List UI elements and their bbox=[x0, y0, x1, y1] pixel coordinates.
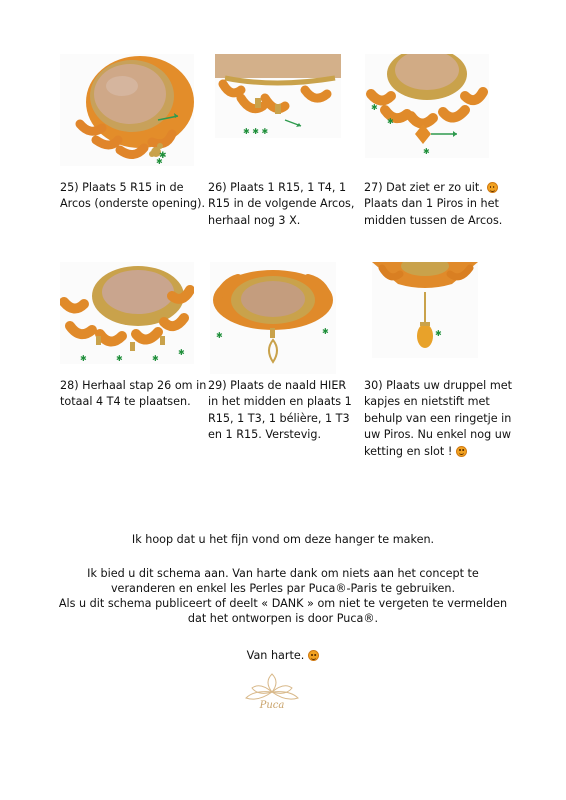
svg-text:✱: ✱ bbox=[156, 157, 163, 166]
step-28-photo bbox=[60, 262, 194, 364]
svg-text:✱: ✱ bbox=[178, 348, 185, 357]
step-29-caption bbox=[208, 378, 358, 444]
closing-line-2: Ik bied u dit schema aan. Van harte dank om niets aan het concept te veranderen en enkel les Perles par Puca®-Paris te gebruiken. bbox=[87, 567, 479, 595]
step-27-caption bbox=[364, 180, 514, 229]
step-27-photo bbox=[365, 54, 489, 158]
smiley-icon bbox=[308, 650, 319, 661]
puca-logo bbox=[244, 670, 300, 712]
step-30-caption bbox=[364, 378, 514, 460]
step-30-photo bbox=[372, 262, 478, 358]
step-27-text-2: Plaats dan 1 Piros in het midden tussen de Arcos. bbox=[364, 197, 503, 227]
step-27-text: 27) Dat ziet er zo uit. bbox=[364, 181, 483, 194]
smiley-icon bbox=[456, 446, 467, 457]
svg-text:✱: ✱ bbox=[216, 331, 223, 340]
step-25-caption bbox=[60, 180, 210, 213]
svg-text:✱: ✱ bbox=[435, 329, 442, 338]
step-26-photo bbox=[215, 54, 341, 138]
svg-text:✱: ✱ bbox=[322, 327, 329, 336]
step-29-photo bbox=[210, 262, 336, 374]
step-28-caption bbox=[60, 378, 210, 411]
step-30-text: 30) Plaats uw druppel met kapjes en nietstift met behulp van een ringetje in uw Piros. Nu enkel nog uw ketting en slot ! bbox=[364, 379, 512, 458]
closing-line-1: Ik hoop dat u het fijn vond om deze hanger te maken. bbox=[131, 533, 435, 546]
closing-line-3: Als u dit schema publiceert of deelt « DANK » om niet te vergeten te vermelden dat het ontworpen is door Puca®. bbox=[58, 597, 508, 625]
step-25-text: 25) Plaats 5 R15 in de Arcos (onderste opening). bbox=[60, 181, 206, 211]
svg-text:✱: ✱ bbox=[423, 147, 430, 156]
svg-text:✱: ✱ bbox=[371, 103, 378, 112]
step-26-caption bbox=[208, 180, 358, 229]
closing-line-4 bbox=[40, 648, 526, 663]
step-26-text: 26) Plaats 1 R15, 1 T4, 1 R15 in de volgende Arcos, herhaal nog 3 X. bbox=[208, 181, 355, 227]
svg-text:✱ ✱ ✱: ✱ ✱ ✱ bbox=[243, 127, 269, 136]
svg-text:✱: ✱ bbox=[159, 151, 167, 161]
closing-thanks-text: Van harte. bbox=[246, 649, 305, 662]
svg-text:✱: ✱ bbox=[152, 354, 159, 363]
smiley-icon bbox=[487, 182, 498, 193]
step-28-text: 28) Herhaal stap 26 om in totaal 4 T4 te plaatsen. bbox=[60, 379, 207, 409]
svg-text:✱: ✱ bbox=[387, 117, 394, 126]
logo-text: Puca bbox=[259, 700, 285, 711]
step-29-text: 29) Plaats de naald HIER in het midden en plaats 1 R15, 1 T3, 1 bélière, 1 T3 en 1 R15. Verstevig. bbox=[208, 379, 352, 442]
step-25-photo bbox=[60, 54, 194, 166]
svg-text:✱: ✱ bbox=[116, 354, 123, 363]
svg-text:✱: ✱ bbox=[80, 354, 87, 363]
